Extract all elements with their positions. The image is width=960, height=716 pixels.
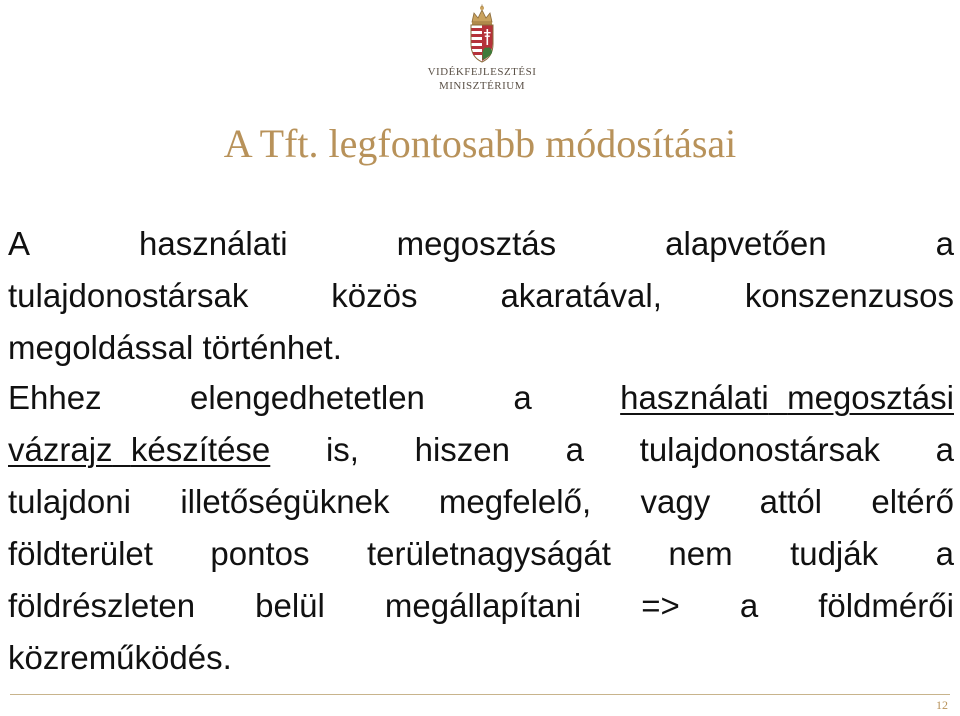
text-line xyxy=(8,632,954,684)
word: => xyxy=(641,587,680,624)
ministry-name-line1: VIDÉKFEJLESZTÉSI xyxy=(427,66,537,78)
underlined-term-word xyxy=(8,424,270,476)
word: a xyxy=(513,379,532,416)
word: eltérő xyxy=(871,483,954,520)
text-line xyxy=(8,372,954,424)
word: a xyxy=(935,225,954,262)
hungarian-coat-of-arms-icon xyxy=(464,4,500,64)
word: tulajdoni xyxy=(8,483,131,520)
word: területnagyságát xyxy=(366,535,611,572)
word: elengedhetetlen xyxy=(190,379,425,416)
word: használati xyxy=(620,379,769,416)
word: közös xyxy=(331,277,418,314)
word: készítése xyxy=(130,431,271,468)
paragraph-sketch-requirement xyxy=(8,372,954,684)
word: a xyxy=(565,431,584,468)
page-number: 12 xyxy=(936,698,948,712)
word: földrészleten xyxy=(8,587,196,624)
word: megosztás xyxy=(396,225,557,262)
word: Ehhez xyxy=(8,379,102,416)
word: illetőségüknek xyxy=(180,483,390,520)
word: megállapítani xyxy=(384,587,582,624)
ministry-name-line2: MINISZTÉRIUM xyxy=(438,80,526,92)
word: A xyxy=(8,225,31,262)
word: használati xyxy=(139,225,288,262)
footer-divider xyxy=(10,694,950,695)
slide-title: A Tft. legfontosabb módosításai xyxy=(223,121,737,166)
word: belül xyxy=(255,587,325,624)
word: megoldással xyxy=(8,329,194,366)
word: történhet. xyxy=(202,329,342,366)
word: földmérői xyxy=(818,587,954,624)
word: alapvetően xyxy=(665,225,827,262)
text-line xyxy=(8,528,954,580)
text-line xyxy=(8,322,954,374)
word: attól xyxy=(759,483,822,520)
word: vázrajz xyxy=(8,431,113,468)
word: vagy xyxy=(640,483,711,520)
word: közreműködés. xyxy=(8,639,232,676)
word: a xyxy=(739,587,759,624)
word: megosztási xyxy=(787,379,954,416)
word: konszenzusos xyxy=(744,277,954,314)
word: földterület xyxy=(8,535,153,572)
word: tudják xyxy=(790,535,879,572)
ministry-logo xyxy=(420,4,544,100)
word: hiszen xyxy=(414,431,510,468)
word: tulajdonostársak xyxy=(8,277,249,314)
word: is, xyxy=(325,431,359,468)
text-line xyxy=(8,476,954,528)
paragraph-consensus xyxy=(8,218,954,374)
word: akaratával, xyxy=(500,277,662,314)
word: a xyxy=(935,431,954,468)
word: a xyxy=(935,535,954,572)
word: pontos xyxy=(210,535,310,572)
text-line xyxy=(8,218,954,270)
word: tulajdonostársak xyxy=(639,431,880,468)
text-line xyxy=(8,580,954,632)
text-line xyxy=(8,424,954,476)
text-line xyxy=(8,270,954,322)
word: nem xyxy=(668,535,733,572)
underlined-term-word xyxy=(620,372,954,424)
word: megfelelő, xyxy=(438,483,592,520)
